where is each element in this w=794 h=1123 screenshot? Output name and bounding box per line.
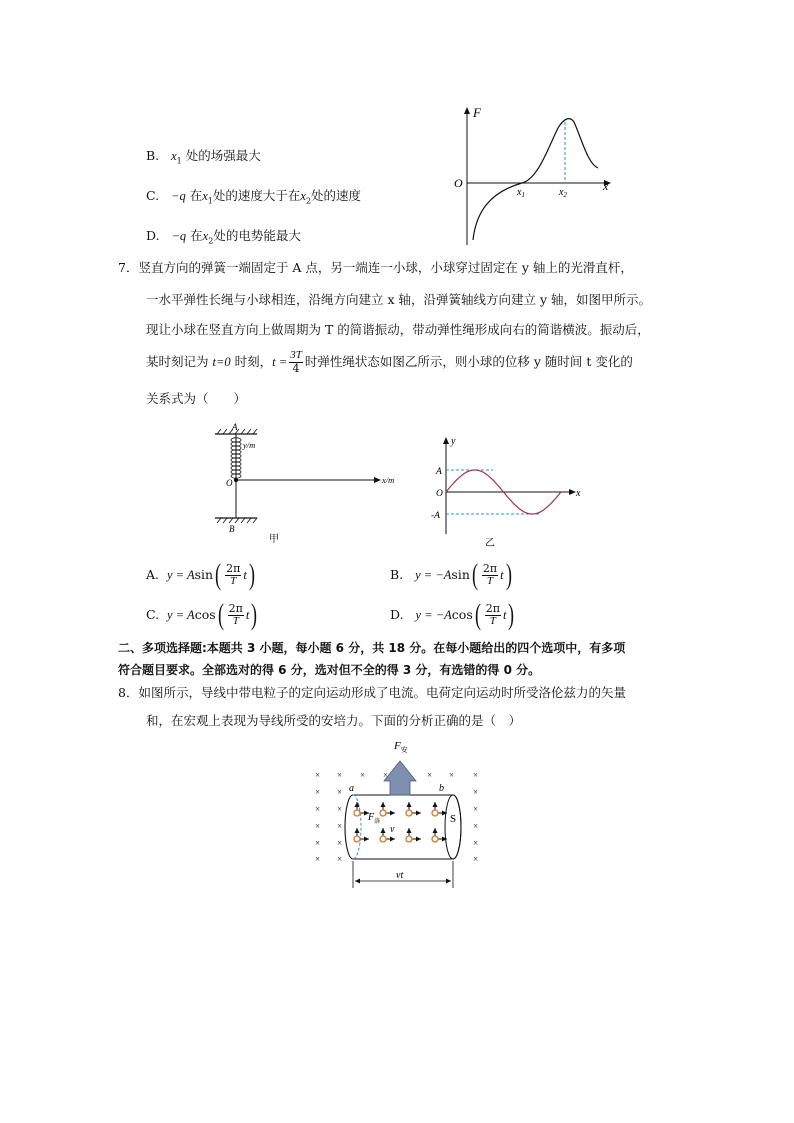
neg-amplitude-label: -A xyxy=(431,511,440,521)
point-a-label: a xyxy=(349,783,354,794)
velocity-label: v xyxy=(390,824,395,835)
field-x-mark: × xyxy=(473,854,479,864)
x2-label: $x_2$ xyxy=(559,187,567,199)
y-axis-label: F xyxy=(473,105,481,120)
field-x-mark: × xyxy=(315,838,321,848)
field-x-mark: × xyxy=(315,854,321,864)
cross-section-s-label: S xyxy=(450,813,457,825)
field-x-mark: × xyxy=(337,821,343,831)
amplitude-label: A xyxy=(436,467,442,477)
field-x-mark: × xyxy=(337,787,343,797)
x-axis-label: x/m xyxy=(382,475,395,485)
field-x-mark: × xyxy=(449,770,455,780)
field-x-mark: × xyxy=(337,854,343,864)
field-x-mark: × xyxy=(473,770,479,780)
field-x-mark: × xyxy=(337,770,343,780)
q7-line-2: 一水平弹性长绳与小球相连，沿绳方向建立 x 轴，沿弹簧轴线方向建立 y 轴，如图甲所示。 xyxy=(146,292,652,307)
q7-line-4: 某时刻记为 t=0 时刻， t = $\frac{3T}{4}$ 时弹性绳状态如图乙所示，则小球的位移 y 随时间 t 变化的 xyxy=(146,349,633,375)
field-x-mark: × xyxy=(360,770,366,780)
q8-line-1: 8．如图所示，导线中带电粒子的定向运动形成了电流。电荷定向运动时所受洛伦兹力的矢量 xyxy=(118,685,626,700)
q6-force-graph xyxy=(450,100,620,250)
field-x-mark: × xyxy=(337,804,343,814)
q7-line-5: 关系式为（ ） xyxy=(146,391,247,406)
x-axis-label: x xyxy=(576,488,581,499)
lorentz-force-label: $F_洛$ xyxy=(368,812,381,825)
figure-yi xyxy=(425,432,595,550)
q7-line-1: 7．竖直方向的弹簧一端固定于 A 点，另一端连一小球，小球穿过固定在 y 轴上的光滑直杆， xyxy=(118,260,633,275)
q7-option-d[interactable]: D. y = −A cos ( $\frac{2\pi}{T}$ t ) xyxy=(390,598,515,631)
origin-label: O xyxy=(454,176,463,190)
field-x-mark: × xyxy=(315,804,321,814)
force-curve xyxy=(473,119,598,240)
y-axis-label: y/m xyxy=(243,440,256,450)
section-2-line-2: 符合题目要求。全部选对的得 6 分，选对但不全的得 3 分，有选错的得 0 分。 xyxy=(118,663,541,677)
y-axis-label: y xyxy=(451,436,456,447)
point-b-label: b xyxy=(439,783,444,794)
x-axis-label: x xyxy=(603,179,609,193)
figure-jia xyxy=(205,418,415,546)
x1-label: $x_1$ xyxy=(517,187,525,199)
q7-line-3: 现让小球在竖直方向上做周期为 T 的简谐振动，带动弹性绳形成向右的简谐横波。振动后， xyxy=(146,322,650,337)
q7-option-c[interactable]: C. y = A cos ( $\frac{2\pi}{T}$ t ) xyxy=(146,598,258,631)
field-x-mark: × xyxy=(315,770,321,780)
q6-option-b[interactable]: B. $x_1$ 处的场强最大 xyxy=(146,148,261,166)
point-a-label: A xyxy=(232,422,238,432)
field-x-mark: × xyxy=(337,838,343,848)
field-x-mark: × xyxy=(473,787,479,797)
q6-option-c[interactable]: C. −q 在$x_1$处的速度大于在$x_2$处的速度 xyxy=(146,188,362,206)
section-2-line-1: 二、多项选择题:本题共 3 小题，每小题 6 分，共 18 分。在每小题给出的四个选项中，有多项 xyxy=(118,641,626,655)
q7-fraction: $\frac{3T}{4}$ xyxy=(290,349,302,375)
caption-yi: 乙 xyxy=(485,538,495,549)
q8-line-2: 和，在宏观上表现为导线所受的安培力。下面的分析正确的是（ ） xyxy=(146,713,522,728)
field-x-mark: × xyxy=(473,821,479,831)
field-x-mark: × xyxy=(315,821,321,831)
origin-label: O xyxy=(226,478,233,488)
field-x-mark: × xyxy=(473,838,479,848)
q6-option-d[interactable]: D. −q 在$x_2$处的电势能最大 xyxy=(146,228,301,246)
field-x-mark: × xyxy=(473,804,479,814)
origin-label: O xyxy=(436,489,443,499)
caption-jia: 甲 xyxy=(269,534,279,545)
ampere-force-arrow xyxy=(384,761,416,795)
figure-wire xyxy=(305,733,495,888)
field-x-mark: × xyxy=(427,770,433,780)
point-b-label: B xyxy=(229,524,235,534)
wire-cylinder xyxy=(345,795,461,859)
bottom-wall xyxy=(215,518,257,523)
q7-option-b[interactable]: B. y = −A sin ( $\frac{2\pi}{T}$ t ) xyxy=(390,558,512,591)
ampere-force-label: $F_安$ xyxy=(394,740,408,754)
field-x-mark: × xyxy=(383,770,389,780)
field-x-mark: × xyxy=(315,787,321,797)
q7-option-a[interactable]: A. y = A sin ( $\frac{2\pi}{T}$ t ) xyxy=(146,558,255,591)
vt-label: vt xyxy=(396,870,404,881)
